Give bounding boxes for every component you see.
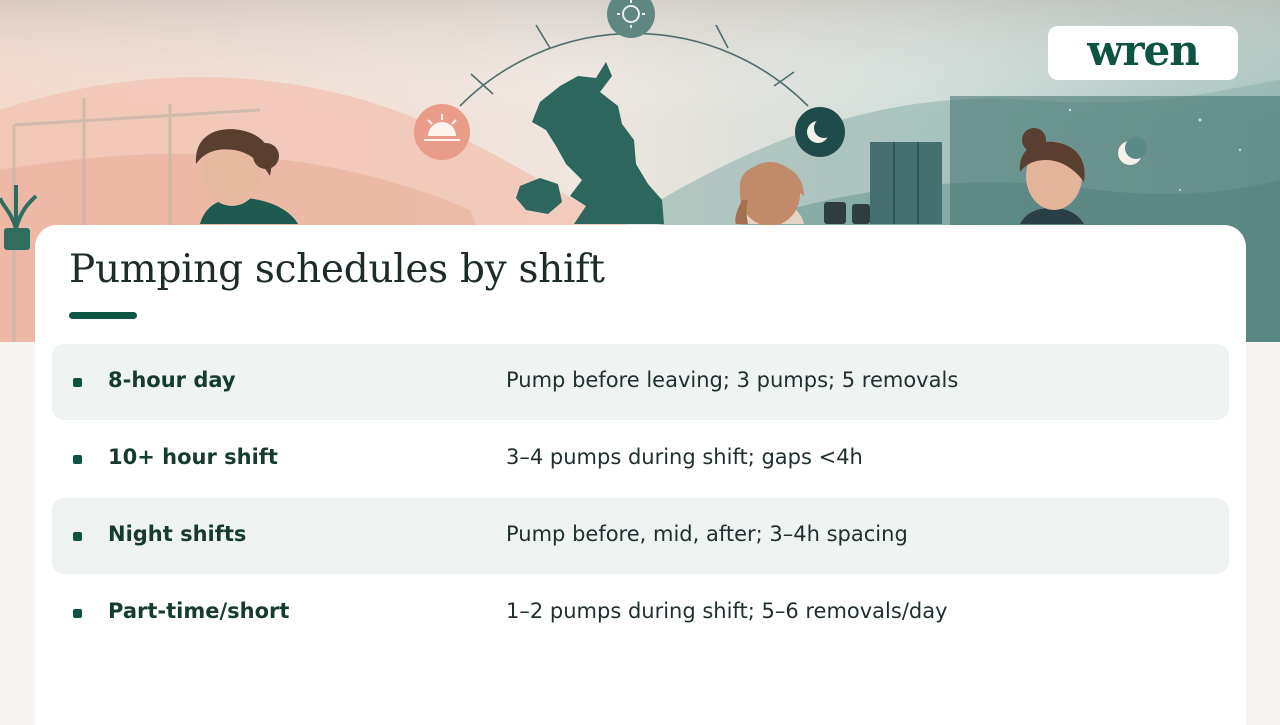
schedule-row xyxy=(52,421,1229,497)
shift-description: 3–4 pumps during shift; gaps <4h xyxy=(506,445,863,469)
shift-label: Night shifts xyxy=(108,522,247,546)
sunrise-icon xyxy=(414,104,470,160)
shift-label: Part-time/short xyxy=(108,599,290,623)
moon-icon xyxy=(795,107,845,157)
page-title: Pumping schedules by shift xyxy=(69,247,605,292)
bullet-icon xyxy=(73,378,82,387)
content-card xyxy=(35,225,1246,725)
bullet-icon xyxy=(73,455,82,464)
shift-label: 10+ hour shift xyxy=(108,445,278,469)
schedule-row xyxy=(52,344,1229,420)
title-underline xyxy=(69,312,137,319)
shift-description: 1–2 pumps during shift; 5–6 removals/day xyxy=(506,599,948,623)
shift-description: Pump before, mid, after; 3–4h spacing xyxy=(506,522,908,546)
schedule-row xyxy=(52,575,1229,651)
bullet-icon xyxy=(73,609,82,618)
bullet-icon xyxy=(73,532,82,541)
shift-label: 8-hour day xyxy=(108,368,236,392)
shift-description: Pump before leaving; 3 pumps; 5 removals xyxy=(506,368,959,392)
wren-logo: wren xyxy=(1048,26,1238,80)
schedule-row xyxy=(52,498,1229,574)
